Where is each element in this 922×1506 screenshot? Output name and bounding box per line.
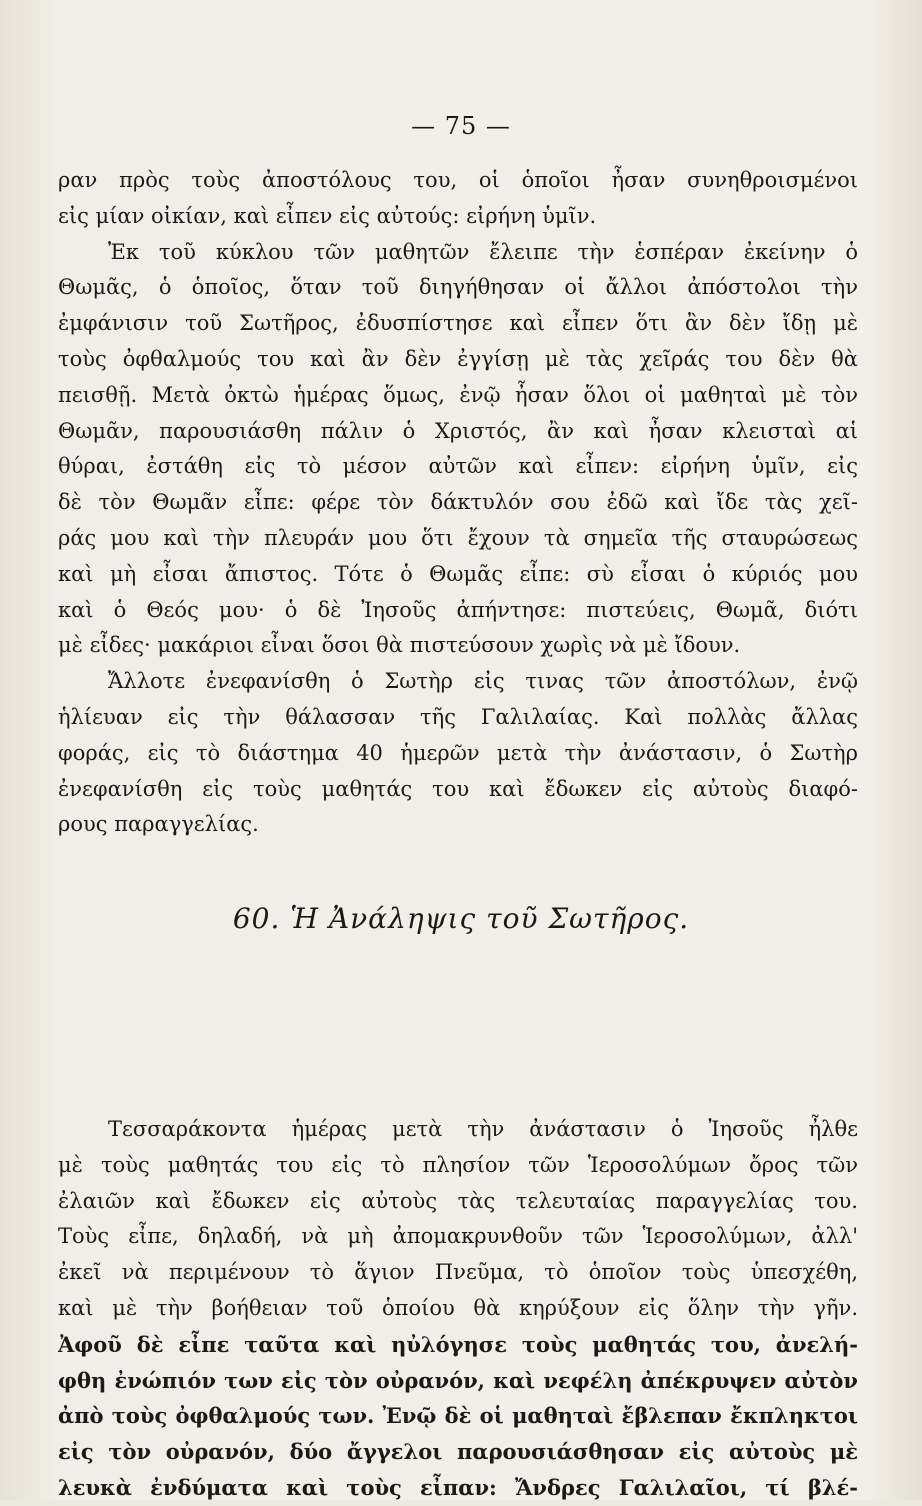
text-line: Ἄλλοτε ἐνεφανίσθη ὁ Σωτὴρ εἰς τινας τῶν ἀποστόλων, ἐνῷ — [108, 669, 858, 694]
text-line: δὲ τὸν Θωμᾶν εἶπε: φέρε τὸν δάκτυλόν σου ἐδῶ καὶ ἴδε τὰς χεῖ- — [58, 490, 858, 515]
text-line: ράς μου καὶ τὴν πλευράν μου ὅτι ἔχουν τὰ σημεῖα τῆς σταυρώσεως — [58, 525, 858, 550]
section-heading: 60. Ἡ Ἀνάληψις τοῦ Σωτῆρος. — [232, 902, 690, 935]
text-line: ἐνεφανίσθη εἰς τοὺς μαθητάς του καὶ ἔδωκεν εἰς αὐτοὺς διαφό- — [58, 776, 858, 801]
text-line: φθη ἐνώπιόν των εἰς τὸν οὐρανόν, καὶ νεφέλη ἀπέκρυψεν αὐτὸν — [58, 1367, 858, 1393]
text-line: ρους παραγγελίας. — [58, 812, 259, 837]
text-line: ἡλίευαν εἰς τὴν θάλασσαν τῆς Γαλιλαίας. Καὶ πολλὰς ἄλλας — [58, 704, 858, 729]
text-line: ἐκεῖ νὰ περιμένουν τὸ ἅγιον Πνεῦμα, τὸ ὁποῖον τοὺς ὑπεσχέθη, — [58, 1260, 858, 1285]
text-line: ἐλαιῶν καὶ ἔδωκεν εἰς αὐτοὺς τὰς τελευταίας παραγγελίας του. — [58, 1188, 858, 1213]
text-line: ραν πρὸς τοὺς ἀποστόλους του, οἱ ὁποῖοι ἦσαν συνηθροισμένοι — [58, 168, 858, 192]
text-line: φοράς, εἰς τὸ διάστημα 40 ἡμερῶν μετὰ τὴν ἀνάστασιν, ὁ Σωτὴρ — [58, 740, 858, 765]
text-line: Ἐκ τοῦ κύκλου τῶν μαθητῶν ἔλειπε τὴν ἑσπέραν ἐκείνην ὁ — [108, 239, 858, 264]
text-line: μὲ τοὺς μαθητάς του εἰς τὸ πλησίον τῶν Ἱεροσολύμων ὄρος τῶν — [58, 1152, 858, 1177]
text-line: Ἀφοῦ δὲ εἶπε ταῦτα καὶ ηὐλόγησε τοὺς μαθητάς του, ἀνελή- — [58, 1331, 858, 1357]
text-line: εἰς μίαν οἰκίαν, καὶ εἶπεν εἰς αὐτούς: εἰρήνη ὑμῖν. — [58, 203, 597, 228]
text-line: Τεσσαράκοντα ἡμέρας μετὰ τὴν ἀνάστασιν ὁ Ἰησοῦς ἦλθε — [108, 1117, 858, 1141]
text-line: ἀπὸ τοὺς ὀφθαλμούς των. Ἐνῷ δὲ οἱ μαθηταὶ ἔβλεπαν ἔκπληκτοι — [58, 1403, 858, 1429]
text-line: Θωμᾶς, ὁ ὁποῖος, ὅταν τοῦ διηγήθησαν οἱ ἄλλοι ἀπόστολοι τὴν — [58, 275, 858, 300]
text-line: καὶ ὁ Θεός μου· ὁ δὲ Ἰησοῦς ἀπήντησε: πιστεύεις, Θωμᾶ, διότι — [58, 597, 858, 622]
text-line: καὶ μὴ εἶσαι ἄπιστος. Τότε ὁ Θωμᾶς εἶπε: σὺ εἶσαι ὁ κύριός μου — [58, 561, 858, 586]
text-line: μὲ εἶδες· μακάριοι εἶναι ὅσοι θὰ πιστεύσουν χωρὶς νὰ μὲ ἴδουν. — [58, 633, 741, 658]
text-line: εἰς τὸν οὐρανόν, δύο ἄγγελοι παρουσιάσθησαν εἰς αὐτοὺς μὲ — [58, 1439, 858, 1465]
text-block-apparitions — [58, 163, 858, 843]
text-line: καὶ μὲ τὴν βοήθειαν τοῦ ὁποίου θὰ κηρύξουν εἰς ὅλην τὴν γῆν. — [58, 1295, 858, 1320]
text-line: θύραι, ἐστάθη εἰς τὸ μέσον αὐτῶν καὶ εἶπεν: εἰρήνη ὑμῖν, εἰς — [58, 454, 858, 479]
bold-text-section — [58, 1327, 858, 1506]
text-block-ascension — [58, 1112, 858, 1506]
text-line: Θωμᾶν, παρουσιάσθη πάλιν ὁ Χριστός, ἂν καὶ ἦσαν κλεισταὶ αἱ — [58, 418, 858, 443]
page-number: — 75 — — [411, 112, 511, 140]
text-line: λευκὰ ἐνδύματα καὶ τοὺς εἶπαν: Ἄνδρες Γαλιλαῖοι, τί βλέ- — [58, 1474, 858, 1500]
text-line: τοὺς ὀφθαλμούς του καὶ ἂν δὲν ἐγγίσῃ μὲ τὰς χεῖράς του δὲν θὰ — [58, 346, 858, 371]
text-line: πεισθῇ. Μετὰ ὀκτὼ ἡμέρας ὅμως, ἐνῷ ἦσαν ὅλοι οἱ μαθηταὶ μὲ τὸν — [58, 382, 858, 407]
text-line: ἐμφάνισιν τοῦ Σωτῆρος, ἐδυσπίστησε καὶ εἶπεν ὅτι ἂν δὲν ἴδῃ μὲ — [58, 311, 858, 336]
text-line: Τοὺς εἶπε, δηλαδή, νὰ μὴ ἀπομακρυνθοῦν τῶν Ἱεροσολύμων, ἀλλ' — [58, 1224, 858, 1249]
